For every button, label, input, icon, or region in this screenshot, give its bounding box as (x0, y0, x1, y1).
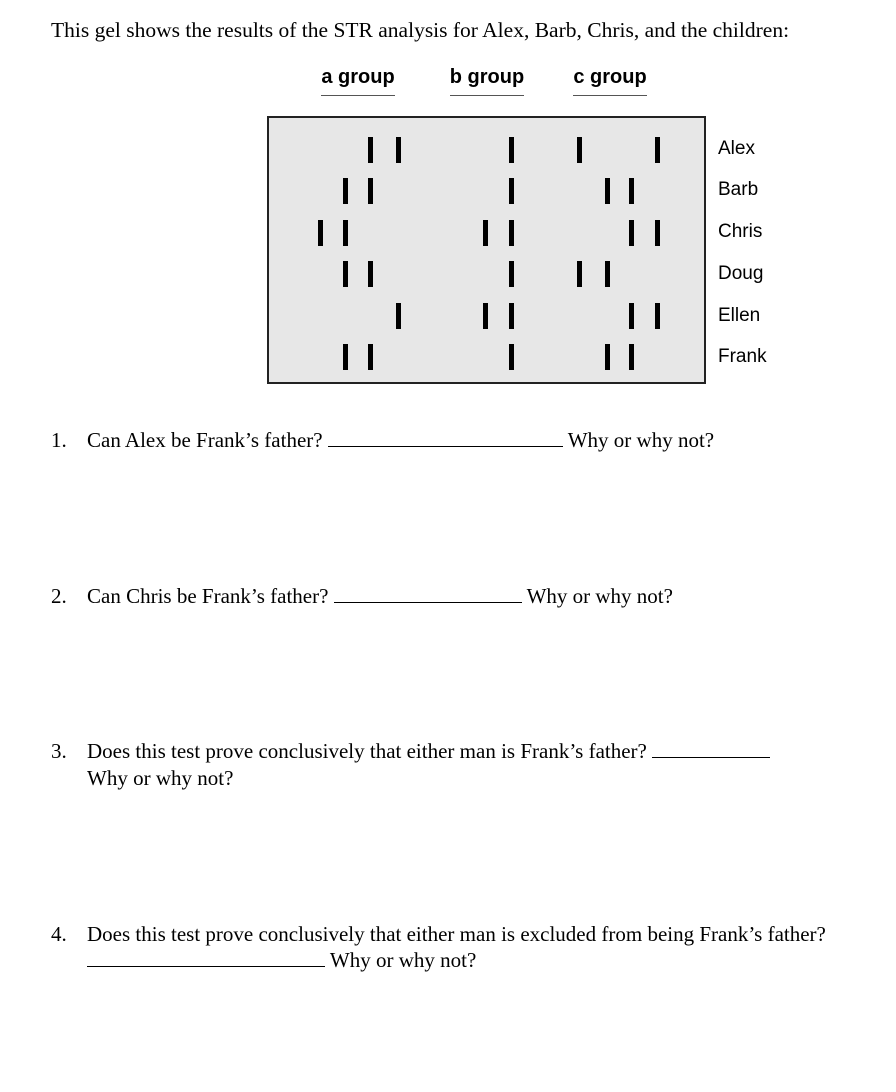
answer-blank-3[interactable] (652, 756, 770, 758)
question-3-text: Does this test prove conclusively that either man is Frank’s father? (87, 739, 647, 763)
gel-band-doug-9 (577, 261, 582, 287)
question-1 (87, 428, 714, 453)
question-4: Does this test prove conclusively that either man is excluded from being Frank’s father? (87, 922, 826, 946)
gel-band-alex-4 (396, 137, 401, 163)
question-3-number: 3. (51, 739, 67, 763)
question-4-why: Why or why not? (329, 948, 477, 972)
answer-blank-2[interactable] (334, 601, 522, 603)
gel-band-doug-3 (368, 261, 373, 287)
gel-band-alex-9 (577, 137, 582, 163)
question-2-number: 2. (51, 584, 67, 608)
group-label-b: b group (441, 66, 533, 96)
gel-band-chris-1 (318, 220, 323, 246)
question-4-line2 (87, 948, 476, 973)
intro-text: This gel shows the results of the STR analysis for Alex, Barb, Chris, and the children: (51, 18, 790, 42)
row-label-frank: Frank (718, 346, 767, 367)
question-2-text: Can Chris be Frank’s father? (87, 584, 329, 608)
gel-band-barb-3 (368, 178, 373, 204)
row-label-doug: Doug (718, 263, 764, 284)
group-label-c: c group (564, 66, 656, 96)
question-3 (87, 739, 770, 764)
gel-band-chris-2 (343, 220, 348, 246)
row-label-alex: Alex (718, 138, 755, 159)
gel-band-barb-7 (509, 178, 514, 204)
gel-band-doug-2 (343, 261, 348, 287)
gel-band-ellen-4 (396, 303, 401, 329)
gel-band-ellen-7 (509, 303, 514, 329)
gel-band-chris-6 (483, 220, 488, 246)
question-1-why: Why or why not? (567, 428, 715, 452)
gel-band-doug-10 (605, 261, 610, 287)
gel-band-alex-7 (509, 137, 514, 163)
gel-band-alex-3 (368, 137, 373, 163)
question-4-number: 4. (51, 922, 67, 946)
gel-band-alex-12 (655, 137, 660, 163)
gel-image (267, 116, 706, 384)
answer-blank-1[interactable] (328, 445, 563, 447)
gel-band-chris-11 (629, 220, 634, 246)
row-label-chris: Chris (718, 221, 763, 242)
group-label-a: a group (312, 66, 404, 96)
row-label-barb: Barb (718, 179, 759, 200)
gel-band-barb-10 (605, 178, 610, 204)
gel-band-frank-10 (605, 344, 610, 370)
question-3-why: Why or why not? (87, 766, 234, 790)
gel-band-barb-11 (629, 178, 634, 204)
row-label-ellen: Ellen (718, 305, 761, 326)
answer-blank-4[interactable] (87, 965, 325, 967)
gel-band-chris-7 (509, 220, 514, 246)
gel-band-frank-7 (509, 344, 514, 370)
question-2-why: Why or why not? (526, 584, 673, 608)
gel-band-doug-7 (509, 261, 514, 287)
gel-band-frank-2 (343, 344, 348, 370)
question-2 (87, 584, 673, 609)
gel-band-barb-2 (343, 178, 348, 204)
gel-band-ellen-11 (629, 303, 634, 329)
gel-band-ellen-12 (655, 303, 660, 329)
question-1-text: Can Alex be Frank’s father? (87, 428, 323, 452)
gel-band-frank-3 (368, 344, 373, 370)
gel-band-chris-12 (655, 220, 660, 246)
gel-band-frank-11 (629, 344, 634, 370)
gel-band-ellen-5 (483, 303, 488, 329)
question-1-number: 1. (51, 428, 67, 452)
